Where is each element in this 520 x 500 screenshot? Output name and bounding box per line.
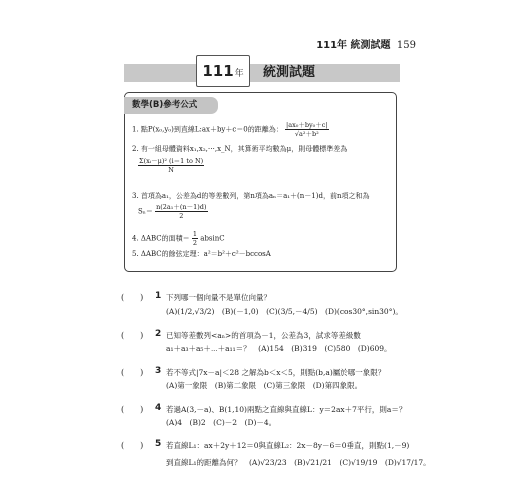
question-number-4: 4 bbox=[155, 403, 162, 413]
header-label: 111年 統測試題 bbox=[316, 40, 391, 51]
formula-heading: 數學(B)參考公式 bbox=[124, 97, 218, 114]
question-1-stem: 下列哪一個向量不是單位向量？ bbox=[166, 293, 271, 302]
formula-1 bbox=[132, 121, 329, 138]
answer-paren-2[interactable]: ( ) bbox=[121, 331, 144, 340]
answer-paren-5[interactable]: ( ) bbox=[121, 441, 144, 450]
formula-5 bbox=[132, 249, 271, 259]
formula-4-denominator: 2 bbox=[192, 239, 198, 247]
question-2-stem: 已知等差數列<aₙ>的首項為－1，公差為3，試求等差級數 bbox=[166, 331, 361, 340]
answer-paren-4[interactable]: ( ) bbox=[121, 405, 144, 414]
question-3-options: (A)第一象限 (B)第二象限 (C)第三象限 (D)第四象限。 bbox=[166, 381, 363, 390]
formula-5-text: 5. ΔABC的餘弦定理：a²＝b²＋c²－bccosA bbox=[132, 250, 271, 258]
year-box bbox=[196, 55, 250, 87]
formula-2-text: 2. 有一組母體資料x₁,x₂,⋯,x_N，其算術平均數為μ，則母體標準差為 bbox=[132, 145, 348, 153]
formula-4-numerator: 1 bbox=[192, 230, 198, 238]
question-number-1: 1 bbox=[155, 291, 162, 301]
formula-3-lhs: Sₙ＝ bbox=[138, 207, 153, 216]
question-number-3: 3 bbox=[155, 366, 162, 376]
formula-3 bbox=[132, 191, 369, 201]
year-unit: 年 bbox=[234, 69, 244, 79]
title-band bbox=[124, 64, 400, 82]
answer-paren-3[interactable]: ( ) bbox=[121, 368, 144, 377]
formula-3-denominator: 2 bbox=[179, 212, 184, 220]
question-5-options: 到直線L₁的距離為何？ (A)√23/23 (B)√21/21 (C)√19/19 (D)√17/17。 bbox=[166, 458, 431, 467]
formula-3-fraction bbox=[155, 203, 207, 220]
question-3-stem: 若不等式|7x－a|＜28 之解為b＜x＜5，則點(b,a)屬於哪一象限？ bbox=[166, 368, 386, 377]
formula-4-rest: absinC bbox=[200, 234, 225, 243]
formula-2-numerator: Σ(xᵢ－μ)² (i＝1 to N) bbox=[139, 157, 204, 165]
question-4-stem: 若過A(3,－a)、B(1,10)兩點之直線與直線L：y＝2ax＋7平行，則a＝？ bbox=[166, 405, 407, 414]
formula-1-denominator: √a²＋b² bbox=[294, 130, 319, 138]
formula-4 bbox=[132, 230, 225, 247]
formula-2 bbox=[132, 144, 347, 154]
page-number: 159 bbox=[396, 40, 416, 51]
formula-3-expression bbox=[138, 203, 208, 220]
formula-2-fraction bbox=[138, 157, 204, 174]
formula-4-fraction bbox=[192, 230, 198, 247]
formula-3-numerator: n(2a₁＋(n－1)d) bbox=[156, 203, 207, 211]
page-title: 統測試題 bbox=[263, 65, 316, 80]
formula-1-fraction bbox=[285, 121, 329, 138]
formula-4-text: 4. ΔABC的面積＝ bbox=[132, 234, 190, 243]
formula-1-numerator: |ax₀＋by₀＋c| bbox=[286, 121, 328, 129]
answer-paren-1[interactable]: ( ) bbox=[121, 293, 144, 302]
question-number-2: 2 bbox=[155, 329, 162, 339]
question-2-options: a₁＋a₃＋a₅＋⋯＋a₁₁＝？ (A)154 (B)319 (C)580 (D)609。 bbox=[166, 344, 392, 353]
question-number-5: 5 bbox=[155, 439, 162, 449]
running-header bbox=[316, 36, 416, 51]
question-5-stem: 若直線L₁：ax＋2y＋12＝0與直線L₂：2x－8y－6＝0垂直，則點(1,－9) bbox=[166, 441, 410, 450]
year-value: 111 bbox=[202, 62, 234, 80]
formula-2-expression bbox=[138, 157, 204, 174]
formula-1-text: 1. 點P(x₀,y₀)到直線L:ax＋by＋c＝0的距離為： bbox=[132, 125, 283, 134]
formula-2-denominator: N bbox=[168, 166, 174, 174]
formula-3-text: 3. 首項為a₁，公差為d的等差數列，第n項為aₙ＝a₁＋(n－1)d，前n項之和為 bbox=[132, 192, 370, 200]
question-1-options: (A)(1/2,√3/2) (B)(－1,0) (C)(3/5,－4/5) (D)(cos30°,sin30°)。 bbox=[166, 307, 403, 316]
question-4-options: (A)4 (B)2 (C)－2 (D)－4。 bbox=[166, 418, 277, 427]
